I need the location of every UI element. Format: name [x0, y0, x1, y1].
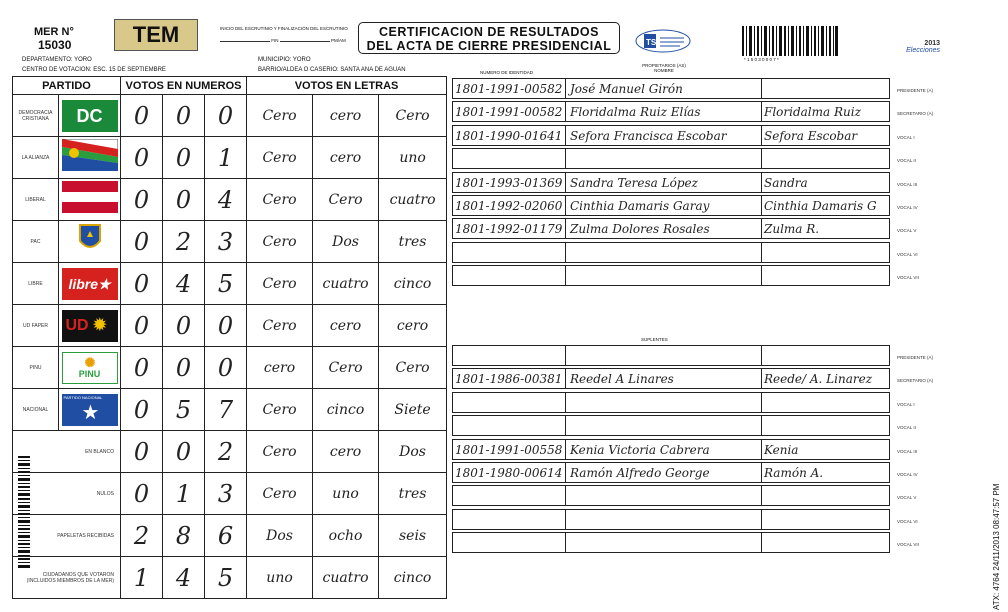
votos-letra-decena[interactable]: cero [313, 431, 379, 473]
identity-number-field[interactable]: 1801-1993-01369 [452, 172, 566, 193]
table-row [13, 515, 447, 557]
role-label: VOCAL IV [897, 205, 918, 210]
signature-field[interactable] [762, 392, 890, 413]
propietario-row [452, 242, 890, 263]
votos-letra-centena[interactable]: uno [247, 557, 313, 599]
role-label: VOCAL VI [897, 518, 918, 524]
votos-letra-unidad[interactable]: cero [379, 305, 447, 347]
signature-field[interactable]: Floridalma Ruiz [762, 101, 890, 122]
pinu-logo-icon: ✺ PINU [62, 352, 118, 384]
votos-numero-decena[interactable]: 0 [163, 431, 205, 473]
party-logo [59, 347, 121, 389]
row-label: PAPELETAS RECIBIDAS [13, 515, 121, 557]
signature-field[interactable]: Reede/ A. Linarez [762, 368, 890, 389]
votos-numero-decena[interactable]: 4 [163, 263, 205, 305]
votos-letra-unidad[interactable]: tres [379, 473, 447, 515]
identity-number-field[interactable]: 1801-1991-00582 [452, 101, 566, 122]
identity-number-field[interactable] [452, 392, 566, 413]
votos-letra-decena[interactable]: cero [313, 137, 379, 179]
svg-text:TSE: TSE [646, 38, 662, 47]
tem-box: TEM [114, 19, 198, 51]
party-name: LIBRE [13, 263, 59, 305]
suplente-row [452, 345, 890, 366]
signature-field[interactable] [762, 415, 890, 436]
identity-number-field[interactable]: 1801-1992-02060 [452, 195, 566, 216]
propietario-row [452, 218, 890, 239]
identity-number-field[interactable]: 1801-1991-00558 [452, 439, 566, 460]
votos-numero-decena[interactable]: 0 [163, 95, 205, 137]
signature-field[interactable] [762, 485, 890, 506]
signature-field[interactable]: Cinthia Damaris G [762, 195, 890, 216]
party-name: DEMOCRACIA CRISTIANA [13, 95, 59, 137]
votos-numero-centena[interactable]: 0 [121, 179, 163, 221]
role-label: VOCAL III [897, 448, 918, 454]
votos-letra-centena[interactable]: Cero [247, 305, 313, 347]
votos-numero-unidad[interactable]: 2 [205, 431, 247, 473]
votos-numero-centena[interactable]: 0 [121, 431, 163, 473]
votos-letra-centena[interactable]: cero [247, 347, 313, 389]
votos-letra-centena[interactable]: Cero [247, 221, 313, 263]
title-line-1: CERTIFICACION DE RESULTADOS [379, 25, 599, 39]
results-table [12, 76, 447, 599]
propietario-row [452, 101, 890, 122]
name-field[interactable]: Sandra Teresa López [566, 172, 762, 193]
votos-numero-centena[interactable]: 0 [121, 473, 163, 515]
votos-letra-centena[interactable]: Cero [247, 389, 313, 431]
identity-number-field[interactable] [452, 415, 566, 436]
suplente-row [452, 485, 890, 506]
title-line-2: DEL ACTA DE CIERRE PRESIDENCIAL [366, 39, 612, 53]
votos-letra-unidad[interactable]: tres [379, 221, 447, 263]
name-field[interactable]: Floridalma Ruiz Elías [566, 101, 762, 122]
votos-numero-centena[interactable]: 0 [121, 305, 163, 347]
role-label: VOCAL I [897, 401, 915, 407]
votos-letra-unidad[interactable]: Siete [379, 389, 447, 431]
table-row [13, 347, 447, 389]
votos-numero-centena[interactable]: 0 [121, 221, 163, 263]
table-row [13, 389, 447, 431]
propietarios-title: PROPIETARIOS (AS) [642, 63, 686, 68]
party-logo [59, 221, 121, 263]
identity-number-field[interactable] [452, 345, 566, 366]
suplente-row [452, 392, 890, 413]
propietario-row [452, 172, 890, 193]
party-logo [59, 179, 121, 221]
votos-numero-centena[interactable]: 0 [121, 137, 163, 179]
name-field[interactable] [566, 148, 762, 169]
nombre-title: NOMBRE [654, 68, 674, 73]
votos-numero-centena[interactable]: 0 [121, 389, 163, 431]
row-label: CIUDADANOS QUE VOTARON (INCLUIDOS MIEMBROS DE LA MER) [13, 557, 121, 599]
name-field[interactable] [566, 532, 762, 553]
identity-number-field[interactable] [452, 242, 566, 263]
name-field[interactable] [566, 485, 762, 506]
identity-number-field[interactable]: 1801-1980-00614 [452, 462, 566, 483]
party-name: LA ALIANZA [13, 137, 59, 179]
propietario-row [452, 148, 890, 169]
votos-letra-unidad[interactable]: Dos [379, 431, 447, 473]
mer-label: MER N° [34, 26, 74, 38]
table-row [13, 137, 447, 179]
name-field[interactable] [566, 265, 762, 286]
name-field[interactable] [566, 345, 762, 366]
votos-letra-unidad[interactable]: cinco [379, 263, 447, 305]
votos-numero-unidad[interactable]: 0 [205, 95, 247, 137]
barcode-top-number: * 1 5 0 3 0 0 0 7 * [744, 57, 779, 62]
suplente-row [452, 532, 890, 553]
name-field[interactable]: José Manuel Girón [566, 78, 762, 99]
suplentes-label: SUPLENTES [641, 337, 668, 342]
votos-numero-decena[interactable]: 8 [163, 515, 205, 557]
signature-field[interactable] [762, 345, 890, 366]
signature-field[interactable]: Zulma R. [762, 218, 890, 239]
elecciones-year: 2013 [924, 40, 940, 47]
elecciones-label: Elecciones [906, 47, 940, 54]
votos-numero-decena[interactable]: 0 [163, 347, 205, 389]
propietario-row [452, 195, 890, 216]
votos-numero-centena[interactable]: 0 [121, 347, 163, 389]
party-name: NACIONAL [13, 389, 59, 431]
nacional-logo-text: PARTIDO NACIONAL [63, 394, 103, 400]
table-row [13, 473, 447, 515]
identity-number-field[interactable]: 1801-1992-01179 [452, 218, 566, 239]
side-timestamp-text: ATX: 4764 24/11/2013 08:47:57 PM [992, 483, 1001, 610]
signature-field[interactable] [762, 265, 890, 286]
identity-number-field[interactable] [452, 485, 566, 506]
table-row [13, 557, 447, 599]
identity-number-field[interactable]: 1801-1991-00582 [452, 78, 566, 99]
name-field[interactable]: Sefora Francisca Escobar [566, 125, 762, 146]
party-name: UD FAPER [13, 305, 59, 347]
nacional-logo-icon: PARTIDO NACIONAL ★ [62, 394, 118, 426]
signature-field[interactable]: Sandra [762, 172, 890, 193]
votos-numero-unidad[interactable]: 3 [205, 221, 247, 263]
hora-line [220, 38, 350, 43]
inicio-escrutinio-label: INICIO DEL ESCRUTINIO Y FINALIZACIÓN DEL ESCRUTINIO [220, 26, 348, 31]
hora-fin: FIN [271, 38, 279, 43]
votos-letra-centena[interactable]: Dos [247, 515, 313, 557]
votos-numero-centena[interactable]: 0 [121, 95, 163, 137]
centro-votacion: CENTRO DE VOTACION: ESC. 15 DE SEPTIEMBRE [22, 67, 166, 73]
role-label: VOCAL V [897, 228, 917, 234]
party-logo [59, 263, 121, 305]
propietario-row [452, 78, 890, 99]
propietario-row [452, 125, 890, 146]
votos-letra-decena[interactable]: Dos [313, 221, 379, 263]
row-label: EN BLANCO [13, 431, 121, 473]
alianza-flag-icon [62, 139, 118, 171]
municipio: MUNICIPIO: YORO [258, 57, 311, 63]
votos-numero-unidad[interactable]: 6 [205, 515, 247, 557]
name-field[interactable] [566, 509, 762, 530]
col-partido: PARTIDO [13, 77, 121, 95]
votos-letra-decena[interactable]: Cero [313, 347, 379, 389]
votos-numero-unidad[interactable]: 4 [205, 179, 247, 221]
propietario-row [452, 265, 890, 286]
suplente-row [452, 368, 890, 389]
suplente-row [452, 439, 890, 460]
elecciones-logo [882, 40, 940, 62]
dc-logo-icon: DC [62, 100, 118, 132]
role-label: PRESIDENTE (A) [897, 88, 934, 93]
party-name: PINU [13, 347, 59, 389]
votos-numero-centena[interactable]: 1 [121, 557, 163, 599]
role-label: VOCAL III [897, 181, 918, 187]
votos-letra-decena[interactable]: cuatro [313, 263, 379, 305]
role-label: VOCAL VII [897, 275, 919, 281]
barcode-top-icon [742, 26, 838, 56]
votos-numero-unidad[interactable]: 5 [205, 557, 247, 599]
votos-numero-unidad[interactable]: 7 [205, 389, 247, 431]
votos-letra-decena[interactable]: cuatro [313, 557, 379, 599]
votos-letra-decena[interactable]: cero [313, 305, 379, 347]
votos-letra-centena[interactable]: Cero [247, 431, 313, 473]
suplente-row [452, 462, 890, 483]
votos-numero-decena[interactable]: 0 [163, 305, 205, 347]
votos-letra-decena[interactable]: ocho [313, 515, 379, 557]
libre-logo-icon: libre★ [62, 268, 118, 300]
name-field[interactable] [566, 242, 762, 263]
party-logo [59, 137, 121, 179]
signature-field[interactable]: Kenia [762, 439, 890, 460]
tse-logo-icon [634, 28, 692, 54]
row-label: NULOS [13, 473, 121, 515]
party-logo [59, 305, 121, 347]
identity-number-field[interactable] [452, 148, 566, 169]
table-row [13, 221, 447, 263]
role-label: VOCAL VI [897, 251, 918, 257]
votos-numero-unidad[interactable]: 0 [205, 305, 247, 347]
hora-am: PM/AM [331, 38, 346, 43]
votos-letra-decena[interactable]: uno [313, 473, 379, 515]
name-field[interactable]: Ramón Alfredo George [566, 462, 762, 483]
votos-numero-decena[interactable]: 0 [163, 179, 205, 221]
votos-numero-unidad[interactable]: 3 [205, 473, 247, 515]
signature-field[interactable] [762, 242, 890, 263]
name-field[interactable]: Kenia Victoria Cabrera [566, 439, 762, 460]
votos-letra-unidad[interactable]: seis [379, 515, 447, 557]
certificacion-title [358, 22, 620, 54]
barrio-aldea: BARRIO/ALDEA O CASERIO: SANTA ANA DE AGUAN [258, 67, 406, 73]
name-field[interactable]: Reedel A Linares [566, 368, 762, 389]
suplente-row [452, 415, 890, 436]
role-label: VOCAL V [897, 495, 917, 501]
role-label: SECRETARIO (A) [897, 378, 934, 384]
numero-identidad-label: NUMERO DE IDENTIDAD [480, 70, 534, 75]
identity-number-field[interactable] [452, 265, 566, 286]
table-row [13, 431, 447, 473]
votos-letra-centena[interactable]: Cero [247, 95, 313, 137]
votos-numero-decena[interactable]: 4 [163, 557, 205, 599]
identity-number-field[interactable]: 1801-1990-01641 [452, 125, 566, 146]
party-name: PAC [13, 221, 59, 263]
role-label: PRESIDENTE (A) [897, 355, 934, 360]
propietarios-label [624, 63, 704, 73]
col-votos-letras: VOTOS EN LETRAS [247, 77, 447, 95]
identity-number-field[interactable] [452, 509, 566, 530]
votos-letra-decena[interactable]: Cero [313, 179, 379, 221]
votos-letra-centena[interactable]: Cero [247, 263, 313, 305]
table-row [13, 305, 447, 347]
votos-letra-decena[interactable]: cero [313, 95, 379, 137]
signature-field[interactable]: Sefora Escobar [762, 125, 890, 146]
role-label: VOCAL I [897, 134, 915, 140]
table-row [13, 179, 447, 221]
votos-letra-unidad[interactable]: cinco [379, 557, 447, 599]
signature-field[interactable] [762, 148, 890, 169]
suplente-row [452, 509, 890, 530]
party-logo [59, 95, 121, 137]
signature-field[interactable] [762, 78, 890, 99]
votos-letra-unidad[interactable]: Cero [379, 347, 447, 389]
role-label: VOCAL II [897, 425, 916, 431]
votos-letra-unidad[interactable]: cuatro [379, 179, 447, 221]
party-name: LIBERAL [13, 179, 59, 221]
role-label: VOCAL IV [897, 472, 918, 477]
votos-numero-unidad[interactable]: 0 [205, 347, 247, 389]
col-votos-numeros: VOTOS EN NUMEROS [121, 77, 247, 95]
votos-numero-unidad[interactable]: 1 [205, 137, 247, 179]
signature-field[interactable] [762, 509, 890, 530]
role-label: VOCAL VII [897, 542, 919, 548]
table-row [13, 95, 447, 137]
identity-number-field[interactable]: 1801-1986-00381 [452, 368, 566, 389]
votos-numero-unidad[interactable]: 5 [205, 263, 247, 305]
ud-logo-icon: UD ✹ [62, 310, 118, 342]
signature-field[interactable] [762, 532, 890, 553]
votos-letra-centena[interactable]: Cero [247, 473, 313, 515]
departamento: DEPARTAMENTO: YORO [22, 57, 92, 63]
votos-numero-decena[interactable]: 1 [163, 473, 205, 515]
votos-letra-unidad[interactable]: Cero [379, 95, 447, 137]
votos-numero-decena[interactable]: 2 [163, 221, 205, 263]
votos-letra-decena[interactable]: cinco [313, 389, 379, 431]
name-field[interactable] [566, 415, 762, 436]
table-row [13, 263, 447, 305]
liberal-flag-icon [62, 181, 118, 213]
identity-number-field[interactable] [452, 532, 566, 553]
role-label: SECRETARIO (A) [897, 111, 934, 117]
party-logo [59, 389, 121, 431]
side-timestamp [990, 320, 1006, 610]
votos-numero-centena[interactable]: 2 [121, 515, 163, 557]
votos-numero-decena[interactable]: 0 [163, 137, 205, 179]
name-field[interactable] [566, 392, 762, 413]
votos-numero-decena[interactable]: 5 [163, 389, 205, 431]
votos-numero-centena[interactable]: 0 [121, 263, 163, 305]
pac-shield-icon [62, 223, 118, 255]
barcode-left-icon [18, 456, 34, 570]
mer-number: 15030 [38, 38, 72, 52]
votos-letra-centena[interactable]: Cero [247, 179, 313, 221]
votos-letra-unidad[interactable]: uno [379, 137, 447, 179]
signature-field[interactable]: Ramón A. [762, 462, 890, 483]
name-field[interactable]: Zulma Dolores Rosales [566, 218, 762, 239]
role-label: VOCAL II [897, 158, 916, 164]
votos-letra-centena[interactable]: Cero [247, 137, 313, 179]
name-field[interactable]: Cinthia Damaris Garay [566, 195, 762, 216]
